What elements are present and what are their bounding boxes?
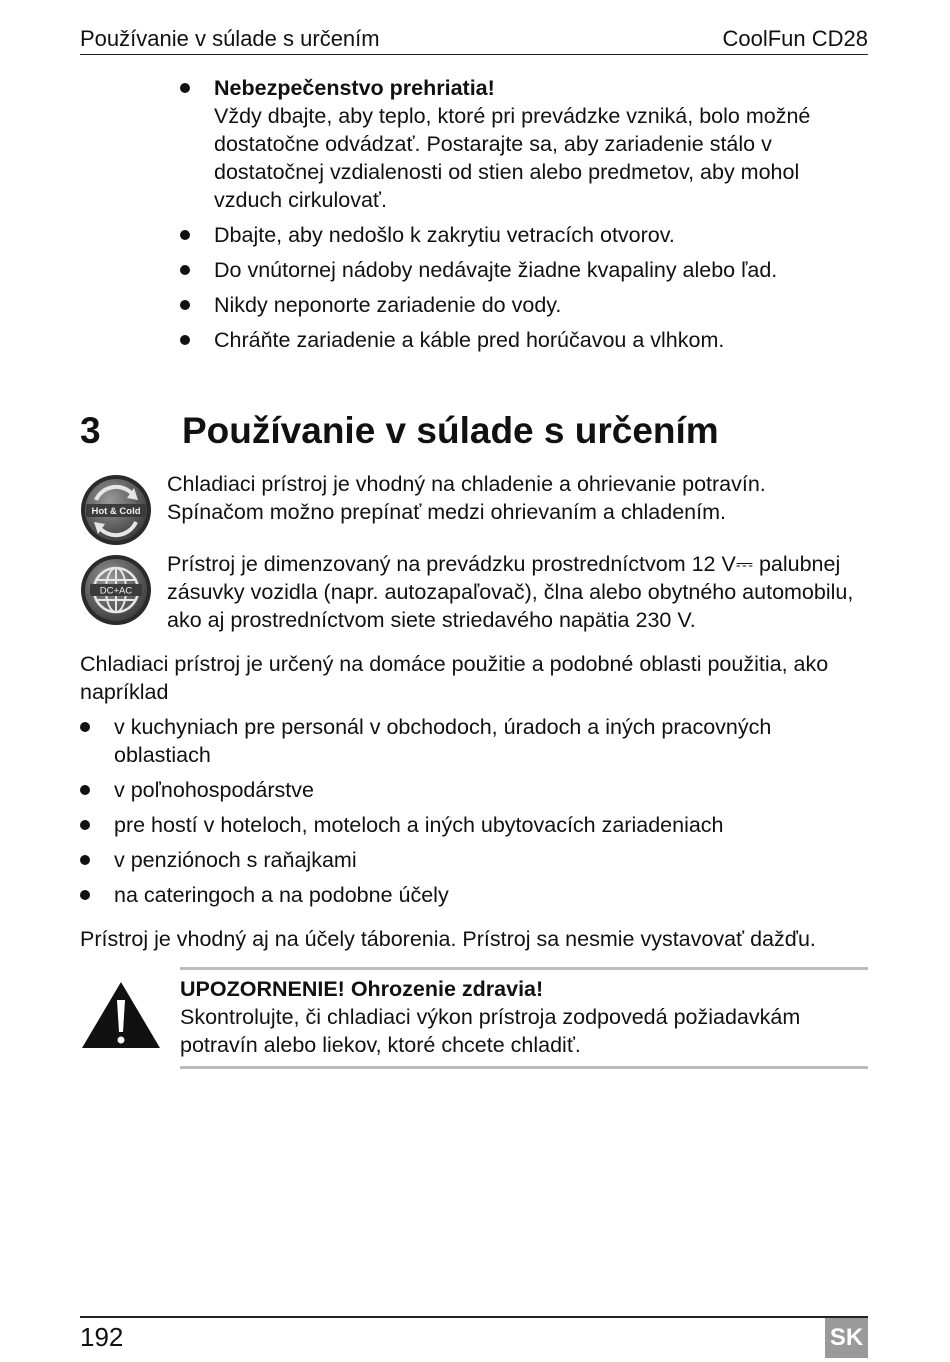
list-item-text: v penziónoch s raňajkami [114,848,357,872]
list-item [180,256,870,284]
warning-block [180,975,870,1059]
section-title: Používanie v súlade s určením [182,410,719,451]
safety-list [180,74,870,361]
list-item [180,291,870,319]
dc-ac-icon-label: DC+AC [99,585,133,597]
warning-top-rule [180,967,868,970]
dc-ac-globe-icon [80,554,152,626]
list-item [180,221,870,249]
list-item-text: Chráňte zariadenie a káble pred horúčavou a vlhkom. [214,328,725,352]
running-header [80,24,868,55]
list-item-text: Nikdy neponorte zariadenie do vody. [214,293,562,317]
hot-cold-icon [80,474,152,546]
section-number: 3 [80,410,101,451]
bullet-icon [180,335,190,345]
list-item [180,74,870,214]
list-item [80,811,870,839]
warning-bottom-rule [180,1066,868,1069]
list-item-text: na cateringoch a na podobne účely [114,883,449,907]
header-product-name: CoolFun CD28 [722,26,868,51]
list-item [80,846,870,874]
bullet-icon [180,230,190,240]
list-item [80,713,870,769]
bullet-icon [80,820,90,830]
bullet-icon [180,265,190,275]
list-item-text: v poľnohospodárstve [114,778,314,802]
header-chapter-title: Používanie v súlade s určením [80,26,380,51]
camping-paragraph: Prístroj je vhodný aj na účely táborenia. Prístroj sa nesmie vystavovať dažďu. [80,927,816,951]
warning-title: UPOZORNENIE! Ohrozenie zdravia! [180,977,544,1001]
footer-rule [80,1316,868,1318]
bullet-icon [180,300,190,310]
list-item-title: Nebezpečenstvo prehriatia! [214,76,495,100]
bullet-icon [180,83,190,93]
usage-list [80,713,870,916]
list-item-text: Vždy dbajte, aby teplo, ktoré pri prevádzke vzniká, bolo možné dostatočne odvádzať. Postarajte sa, aby zariadenie stálo v dostatočnej vzdialenosti od stien alebo predmetov, aby mohol vzduch cirkulovať. [214,104,811,212]
language-badge: SK [825,1318,868,1358]
list-item-text: Do vnútornej nádoby nedávajte žiadne kvapaliny alebo ľad. [214,258,778,282]
bullet-icon [80,785,90,795]
warning-text: Skontrolujte, či chladiaci výkon prístroja zodpovedá požiadavkám potravín alebo liekov, ktoré chcete chladiť. [180,1005,801,1057]
list-item-text: Dbajte, aby nedošlo k zakrytiu vetracích otvorov. [214,223,675,247]
bullet-icon [80,855,90,865]
list-item-text: v kuchyniach pre personál v obchodoch, úradoch a iných pracovných oblastiach [114,715,772,767]
hot-cold-paragraph: Chladiaci prístroj je vhodný na chladenie a ohrievanie potravín. Spínačom možno prepínať medzi ohrievaním a chladením. [167,472,766,524]
page-number: 192 [80,1322,124,1352]
list-item-text: pre hostí v hoteloch, moteloch a iných ubytovacích zariadeniach [114,813,724,837]
bullet-icon [80,890,90,900]
warning-triangle-icon [80,980,162,1050]
usage-intro-paragraph: Chladiaci prístroj je určený na domáce použitie a podobné oblasti použitia, ako napríklad [80,652,829,704]
dc-ac-paragraph: Prístroj je dimenzovaný na prevádzku prostredníctvom 12 V⎓ palubnej zásuvky vozidla (napr. autozapaľovač), člna alebo obytného automobilu, ako aj prostredníctvom siete striedavého napätia 230 V. [167,552,854,632]
hot-cold-icon-label: Hot & Cold [91,506,141,517]
list-item [180,326,870,354]
list-item [80,881,870,909]
bullet-icon [80,722,90,732]
list-item [80,776,870,804]
